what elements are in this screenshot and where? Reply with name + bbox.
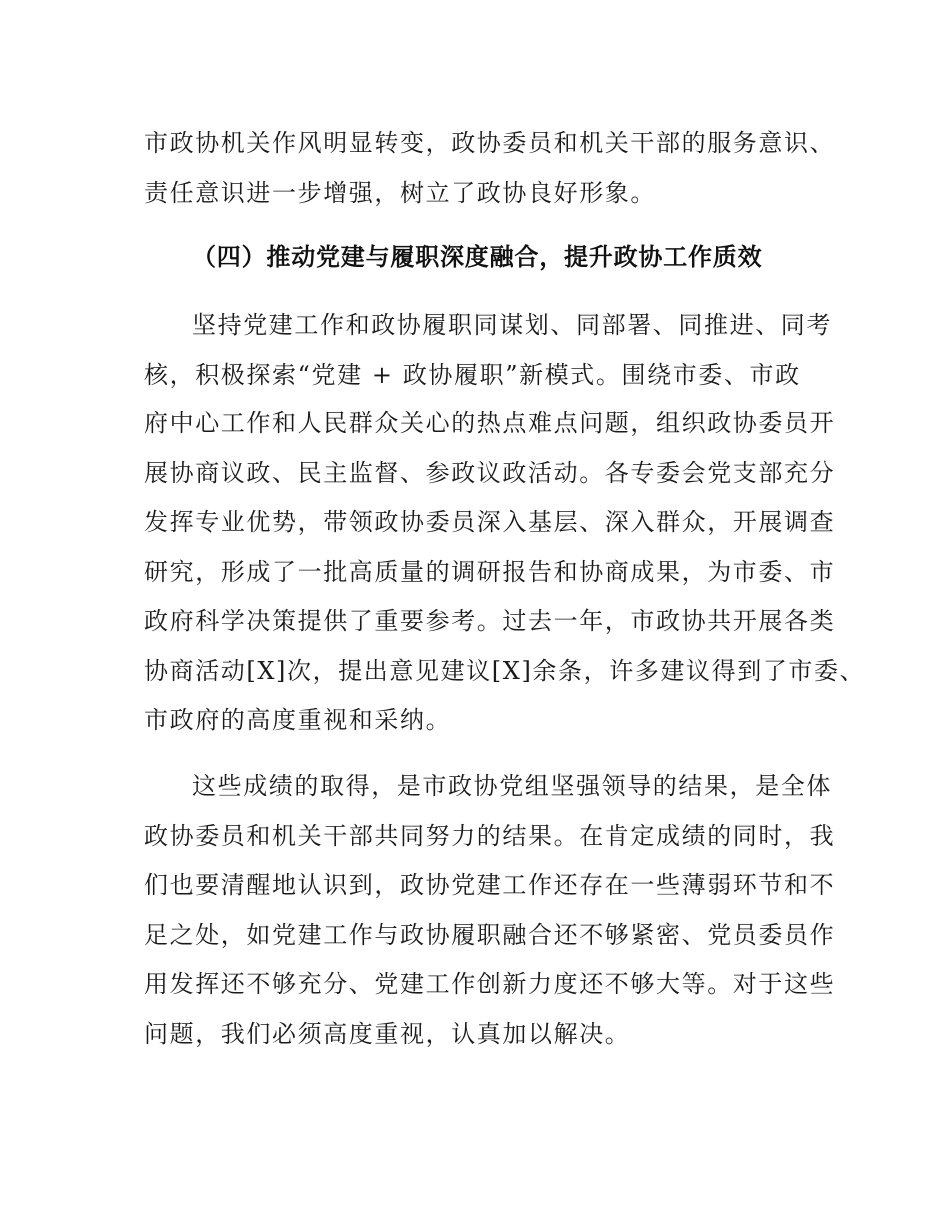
text-line: 坚持党建工作和政协履职同谋划、同部署、同推进、同考 (192, 311, 832, 339)
text-line: 展协商议政、民主监督、参政议政活动。各专委会党支部充分 (144, 459, 836, 487)
text-line: 府中心工作和人民群众关心的热点难点问题，组织政协委员开 (144, 409, 836, 437)
text-line: 政府科学决策提供了重要参考。过去一年，市政协共开展各类 (144, 607, 836, 635)
text-line: 这些成绩的取得，是市政协党组坚强领导的结果，是全体 (192, 772, 832, 800)
text-line: 协商活动[X]次，提出意见建议[X]余条，许多建议得到了市委、 (144, 657, 866, 685)
text-line: 问题，我们必须高度重视，认真加以解决。 (144, 1020, 631, 1048)
text-line: 用发挥还不够充分、党建工作创新力度还不够大等。对于这些 (144, 970, 836, 998)
text-line: 发挥专业优势，带领政协委员深入基层、深入群众，开展调查 (144, 508, 836, 536)
text-line: 核，积极探索“党建 + 政协履职”新模式。围绕市委、市政 (144, 361, 801, 389)
text-line: 们也要清醒地认识到，政协党建工作还存在一些薄弱环节和不 (144, 871, 836, 899)
text-line: 政协委员和机关干部共同努力的结果。在肯定成绩的同时，我 (144, 822, 836, 850)
section-heading: （四）推动党建与履职深度融合，提升政协工作质效 (192, 243, 763, 271)
text-line: 责任意识进一步增强，树立了政协良好形象。 (144, 179, 656, 207)
text-line: 市政协机关作风明显转变，政协委员和机关干部的服务意识、 (144, 129, 836, 157)
text-line: 足之处，如党建工作与政协履职融合还不够紧密、党员委员作 (144, 921, 836, 949)
text-line: 研究，形成了一批高质量的调研报告和协商成果，为市委、市 (144, 558, 836, 586)
text-line: 市政府的高度重视和采纳。 (144, 706, 452, 734)
